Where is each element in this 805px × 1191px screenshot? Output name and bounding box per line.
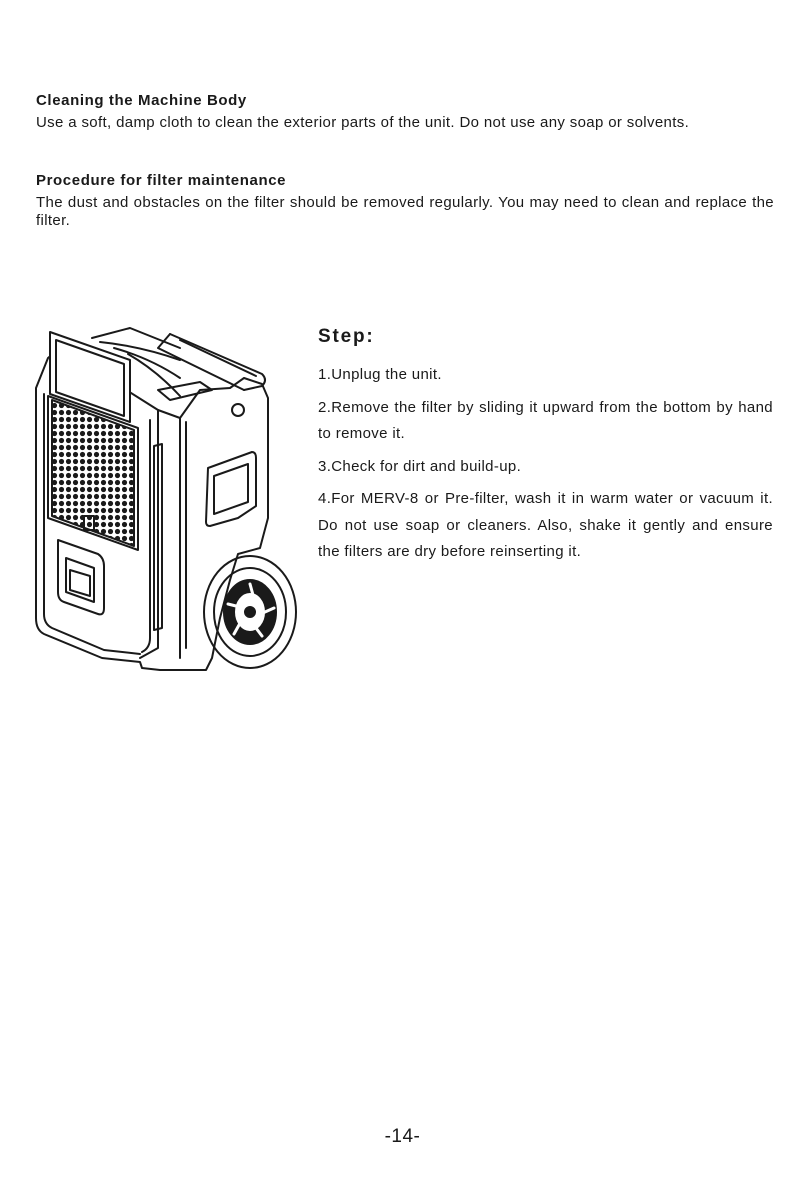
cleaning-body-text: Use a soft, damp cloth to clean the exterior parts of the unit. Do not use any soap or solvents. — [36, 114, 690, 131]
step-item: 1.Unplug the unit. — [318, 366, 442, 383]
filter-maintenance-text: The dust and obstacles on the filter should be removed regularly. You may need to clean and replace the filter. — [36, 194, 774, 229]
filter-maintenance-section — [36, 172, 774, 230]
step-item: 2.Remove the filter by sliding it upward from the bottom by hand to remove it. — [318, 398, 773, 442]
filter-maintenance-heading: Procedure for filter maintenance — [36, 172, 287, 189]
dehumidifier-filter-removal-icon — [30, 318, 300, 708]
step-item: 3.Check for dirt and build-up. — [318, 457, 522, 475]
steps-block — [318, 326, 773, 572]
step-item: 4.For MERV-8 or Pre-filter, wash it in warm water or vacuum it. Do not use soap or cleaners. Also, shake it gently and ensure the filters are dry before reinserting it. — [318, 490, 773, 560]
steps-title: Step: — [318, 326, 375, 347]
cleaning-body-heading: Cleaning the Machine Body — [36, 92, 247, 109]
cleaning-body-section — [36, 92, 774, 132]
page-number: -14- — [384, 1126, 421, 1147]
dehumidifier-illustration — [30, 318, 300, 708]
